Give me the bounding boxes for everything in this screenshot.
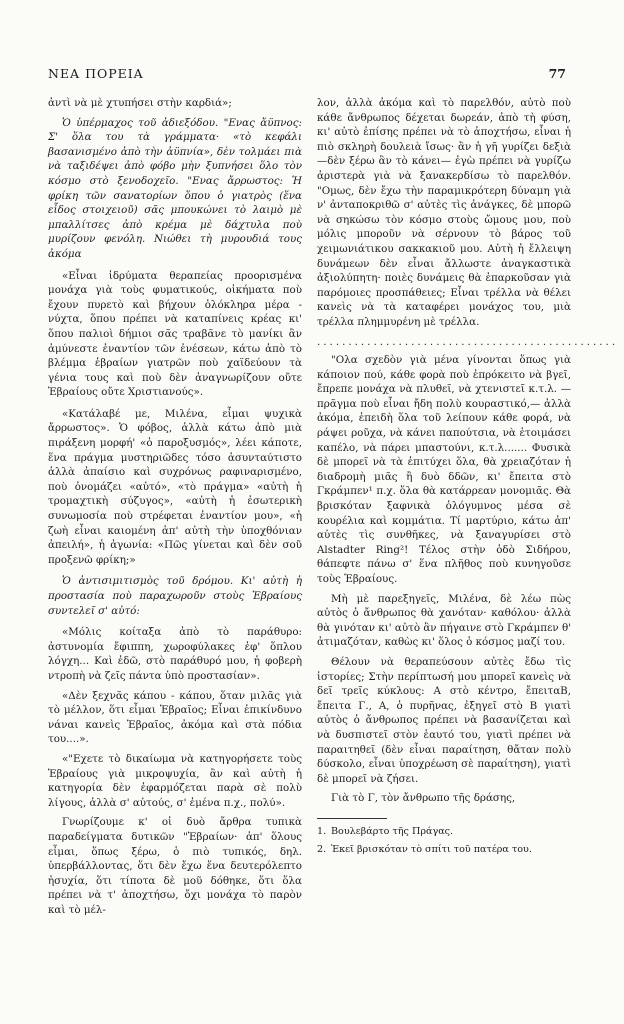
paragraph: ................................................ <box>317 335 619 348</box>
paragraph: «Εἶναι ἱδρύματα θεραπείας προορισμένα μονάχα γιὰ τοὺς φυματικούς, οἰκήματα ποὺ ἔχουν πυρετὸ καὶ βήχουν ὁλόκληρα μέρα - νύχτα, ὅπου πρέπει νὰ καταπίνεις κρέας κι' ὅπου παλιοὶ δήμιοι σᾶς τραβᾶνε τὸ μανίκι ἂν ἀμύνεστε ἐναντίον τῶν ἐνέσεων, κάτω ἀπὸ τὸ βλέμμα ἑβραίων γιατρῶν ποὺ χαϊδεύουν τὰ γένια τους καὶ ποὺ δὲν ἀναγνωρίζουν οὔτε Ἑβραίους οὔτε Χριστιανούς». <box>48 269 302 399</box>
paragraph: «"Εχετε τὸ δικαίωμα νὰ κατηγορήσετε τοὺς Ἑβραίους γιὰ μικροψυχία, ἂν καὶ αὐτὴ ἡ κατηγορία δὲν ἐφαρμόζεται παρὰ σὲ πολὺ λίγους, ἀλλὰ σ' αὐτούς, σ' ἐμένα π.χ., πολύ». <box>48 752 302 809</box>
footnote <box>317 825 571 838</box>
paragraph: "Ολα σχεδὸν γιὰ μένα γίνονται ὅπως γιὰ κάποιον πού, κάθε φορὰ ποὺ ἐπρόκειτο νὰ βγεῖ, ἔπρεπε μονάχα νὰ πλυθεῖ, νὰ χτενιστεῖ κ.τ.λ. —πρᾶγμα ποὺ εἶναι ἤδη πολὺ κουραστικό,— ἀλλὰ ἀκόμα, ἐπειδὴ ὅλα τοῦ λείπουν κάθε φορά, νὰ ράψει ροῦχα, νὰ κάνει παπούτσια, νὰ ἑτοιμάσει καπέλο, νὰ πάρει μπαστούνι, κ.τ.λ....... Φυσικὰ δὲ μπορεῖ νὰ τὰ ἐπιτύχει ὅλα, θὰ χρειαζόταν ἡ διαδρομὴ μιᾶς ἢ δυὸ δδῶν, κι' ἔπειτα στὸ Γκράμπεν¹ π.χ. ὅλα θὰ κατάρρεαν μονομιᾶς. Θὰ βρισκόταν ξαφνικὰ ὁλόγυμνος μέσα σὲ κουρέλια καὶ κομμάτια. Τί μαρτύριο, κάτω ἀπ' αὐτὲς τὶς συνθῆκες, νὰ ξαναγυρίσει στὸ Alstadter Ring²! Τέλος στὴν ὁδὸ Σιδήρου, θάπεφτε πάνω σ' ἕνα πλῆθος ποὺ κυνηγοῦσε τοὺς Ἑβραίους. <box>317 354 571 585</box>
paragraph: Μὴ μὲ παρεξηγεῖς, Μιλένα, δὲ λέω πὼς αὐτὸς ὁ ἄνθρωπος θὰ χανόταν· καθόλου· ἀλλὰ θὰ γινόταν κι' αὐτὸ ἂν πήγαινε στὸ Γκράμπεν θ' ἀτιμαζόταν, καθὼς κι' ὅλος ὁ κόσμος μαζί του. <box>317 592 571 649</box>
paragraph: Ὁ ὑπέρμαχος τοῦ ἀδιεξόδου. "Ενας ἄϋπνος: Σ' ὅλα του τὰ γράμματα· «τὸ κεφάλι βασανισμένο ἀπὸ τὴν ἀϋπνία», δὲν τολμάει πιὰ νὰ ταξιδέψει ἀπὸ φόβο μὴν ξυπνήσει ὅλο τὸν κόσμο στὸ ξενοδοχεῖο. "Ενας ἄρρωστος: Ἡ φρίκη τῶν σανατορίων ὅπου ὁ γιατρὸς (ἕνα εἶδος στοιχειοῦ) σᾶς μπουκώνει τὸ λαιμὸ μὲ μπαλλίτσες ἀπὸ κρέμα μὲ δάχτυλα ποὺ μυρίζουν φενόλη. Νιώθει τὴ μυρουδιά τους ἀκόμα <box>48 116 302 260</box>
paragraph: Ὁ ἀντισιμιτισμὸς τοῦ δρόμου. Κι' αὐτὴ ἡ προστασία ποὺ παραχωροῦν στοὺς Ἑβραίους συντελεῖ σ' αὐτό: <box>48 575 302 617</box>
paragraph: «Μόλις κοίταξα ἀπὸ τὸ παράθυρο: ἀστυνομία ἔφιππη, χωροφύλακες ἐφ' ὅπλου λόγχη... Καὶ ἐδῶ, στὸ παράθυρό μου, ἡ φοβερὴ ντροπὴ νὰ ζεῖς πάντα ὑπὸ προστασίαν». <box>48 626 302 682</box>
footnote-text: Βουλεβάρτο τῆς Πράγας. <box>331 825 454 837</box>
paragraph: Θέλουν νὰ θεραπεύσουν αὐτὲς ἔδω τὶς ἱστορίες; Στὴν περίπτωσή μου μπορεῖ κανεὶς νὰ δεῖ τρεῖς κύκλους: Α στὸ κέντρο, ἔπειταΒ, ἔπειτα Γ., Α, ὁ πυρῆνας, ἐξηγεῖ στὸ Β γιατὶ αὐτὸς ὁ ἄνθρωπος πρέπει νὰ βασανίζεται καὶ νὰ δυσπιστεῖ στὸν ἑαυτό του, γιατὶ πρέπει νὰ παραιτηθεῖ (δὲν εἶναι παραίτηση, θἄταν πολὺ δύσκολο, εἶναι ὑποχρέωση σὲ παραίτηση), γιατὶ δὲ μπορεῖ νὰ ζήσει. <box>317 655 571 785</box>
paragraph: «Δὲν ξεχνᾶς κάπου - κάπου, ὅταν μιλᾶς γιὰ τὸ μέλλον, ὅτι εἶμαι Ἑβραῖος; Εἶναι ἐπικίνδυνο νάναι κανεὶς Ἑβραῖος, ἀκόμα καὶ στὰ πόδια του....». <box>48 689 302 746</box>
running-title: ΝΕΑ ΠΟΡΕΙΑ <box>48 66 144 81</box>
paragraph: λον, ἀλλὰ ἀκόμα καὶ τὸ παρελθόν, αὐτὸ ποὺ κάθε ἄνθρωπος δέχεται δωρεάν, ἀπὸ τὴ φύση, κι' αὐτὸ ἐπίσης πρέπει νὰ τὸ ἀποχτήσω, εἶναι ἡ πιὸ σκληρὴ δουλειὰ ἴσως· ἂν ἡ γῆ γυρίζει δεξιὰ —δὲν ξέρω ἂν τὸ κάνει— ἐγὼ πρέπει νὰ γυρίζω ἀριστερὰ γιὰ νὰ ξανακερδίσω τὸ παρελθόν. "Ομως, δὲν ἔχω τὴν παραμικρότερη δύναμη γιὰ ν' ἀνταποκριθῶ σ' αὐτὲς τὶς ἀνάγκες, δὲ μπορῶ νὰ σηκώσω τὸν κόσμο στοὺς ὤμους μου, ποὺ μόλις μποροῦν νὰ σέρνουν τὸ βάρος τοῦ χειμωνιάτικου σακκακιοῦ μου. Αὐτὴ ἡ ἔλλειψη δυνάμεων δὲν εἶναι ἄλλωστε ἀναγκαστικὰ ἀξιολύπητη· ποιὲς δυνάμεις θὰ ἐπαρκοῦσαν γιὰ παρόμοιες προσπάθειες; Εἶναι τρέλλα νὰ θέλει κανεὶς νὰ τὰ καταφέρει μονάχος του, μιὰ τρέλλα πλημμυρένη μὲ τρέλλα. <box>317 97 571 328</box>
footnote <box>317 843 571 856</box>
footnote-rule <box>317 818 387 819</box>
running-header <box>48 66 566 81</box>
right-column <box>317 96 619 861</box>
left-column <box>48 96 302 922</box>
paragraph: Γνωρίζουμε κ' οἱ δυὸ ἄρθρα τυπικὰ παραδείγματα δυτικῶν "Ἑβραίων· ἀπ' ὅλους εἶμαι, ὅπως ξέρω, ὁ πιὸ τυπικός, δηλ. ὑπερβάλλοντας, ὅτι δὲν ἔχω ἕνα δευτερόλεπτο ἡσυχία, ὅτι τίποτα δὲ μοῦ δόθηκε, ὅτι ὅλα πρέπει νὰ τ' ἀποχτήσω, ὄχι μονάχα τὸ παρὸν καὶ τὸ μέλ- <box>48 816 302 916</box>
footnote-number: 2. <box>317 843 327 855</box>
paragraph: «Κατάλαβέ με, Μιλένα, εἶμαι ψυχικὰ ἄρρωστος». Ὁ φόβος, ἀλλὰ κάτω ἀπὸ μιὰ πιράξενη μορφή' «ὁ παροξυσμός», λέει κάποτε, ἕνα πράγμα μυστηριῶδες τόσο ἀσυνταύτιστο ἀλλὰ ἀπαίσιο καὶ συχρόνως ραφιναρισμένο, ποὺ ὀνομάζει «αὐτό», «τὸ πράγμα» «αὐτὴ ἡ τρομαχτικὴ σύζυγος», «αὐτὴ ἡ ἐσωτερικὴ συνωμοσία ποὺ στρέφεται ἐναντίον μου», «ἡ ζωὴ εἶναι καιομένη ἀπ' αὐτὴ τὴν ὑποχθόνιαν ἀπειλή», ἡ ἀγωνία: «Πῶς γίνεται καὶ δὲν σοῦ προξενῶ φρίκη;» <box>48 407 302 566</box>
page-number: 77 <box>548 66 566 81</box>
paragraph: ἀντὶ νὰ μὲ χτυπήσει στὴν καρδιά»; <box>48 97 232 109</box>
footnote-text: Ἐκεῖ βρισκόταν τὸ σπίτι τοῦ πατέρα του. <box>331 843 532 855</box>
paragraph: Γιὰ τὸ Γ, τὸν ἄνθρωπο τῆς δράσης, <box>331 792 516 805</box>
footnote-number: 1. <box>317 825 327 837</box>
